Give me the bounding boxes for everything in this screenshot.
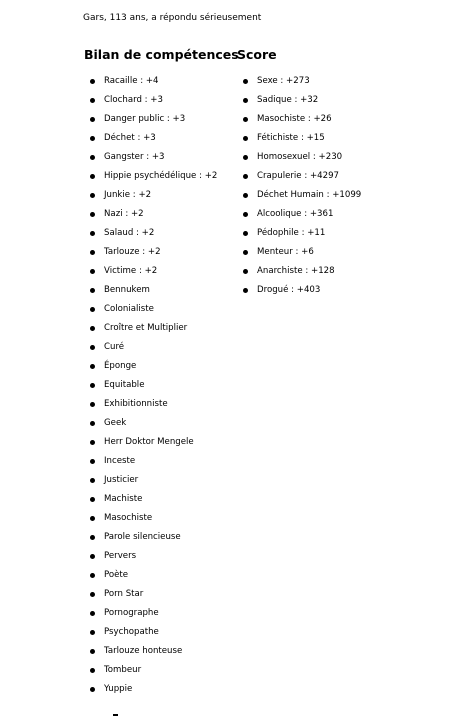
bullet-icon: [90, 573, 95, 578]
bullet-icon: [90, 174, 95, 179]
bullet-icon: [90, 535, 95, 540]
list-item: [84, 585, 234, 604]
list-item-label: Equitable: [104, 380, 145, 390]
list-item: [84, 490, 234, 509]
bullet-icon: [90, 383, 95, 388]
bullet-icon: [90, 231, 95, 236]
list-item: [84, 414, 234, 433]
list-item-label: Yuppie: [104, 684, 133, 694]
bullet-icon: [243, 79, 248, 84]
bullet-icon: [90, 98, 95, 103]
list-item-label: Tarlouze honteuse: [104, 646, 183, 656]
list-item-label: Sadique : +32: [257, 95, 319, 105]
skills-title: Bilan de compétences: [84, 47, 239, 62]
list-item-label: Alcoolique : +361: [257, 209, 334, 219]
list-item-label: Salaud : +2: [104, 228, 155, 238]
bullet-icon: [90, 155, 95, 160]
list-item: [84, 395, 234, 414]
list-item-label: Tombeur: [104, 665, 142, 675]
bullet-icon: [243, 155, 248, 160]
list-item-label: Sexe : +273: [257, 76, 310, 86]
bullet-icon: [90, 250, 95, 255]
list-item-label: Masochiste : +26: [257, 114, 332, 124]
list-item: [84, 319, 234, 338]
list-item-label: Parole silencieuse: [104, 532, 181, 542]
list-item-label: Drogué : +403: [257, 285, 321, 295]
list-item-label: Poète: [104, 570, 129, 580]
bullet-icon: [243, 231, 248, 236]
list-item-label: Déchet Humain : +1099: [257, 190, 362, 200]
list-item-label: Geek: [104, 418, 127, 428]
bullet-icon: [243, 212, 248, 217]
bullet-icon: [243, 193, 248, 198]
list-item: [84, 471, 234, 490]
list-item: [84, 129, 234, 148]
bullet-icon: [243, 288, 248, 293]
list-item: [84, 452, 234, 471]
list-item: [237, 281, 417, 300]
list-item: [84, 566, 234, 585]
list-item-label: Éponge: [104, 361, 137, 371]
list-item: [237, 186, 417, 205]
bullet-icon: [90, 649, 95, 654]
list-item-label: Victime : +2: [104, 266, 158, 276]
list-item-label: Masochiste: [104, 513, 153, 523]
bullet-icon: [90, 592, 95, 597]
score-title: Score: [237, 47, 277, 62]
list-item-label: Hippie psychédélique : +2: [104, 171, 218, 181]
list-item: [84, 224, 234, 243]
list-item: [84, 91, 234, 110]
bullet-icon: [90, 611, 95, 616]
bullet-icon: [90, 440, 95, 445]
bullet-icon: [243, 136, 248, 141]
bullet-icon: [90, 269, 95, 274]
bullet-icon: [90, 687, 95, 692]
list-item-label: Crapulerie : +4297: [257, 171, 340, 181]
list-item-label: Déchet : +3: [104, 133, 156, 143]
list-item: [84, 148, 234, 167]
list-item: [237, 129, 417, 148]
bullet-icon: [90, 364, 95, 369]
list-item: [84, 243, 234, 262]
list-item: [237, 91, 417, 110]
list-item-label: Inceste: [104, 456, 136, 466]
bullet-icon: [90, 402, 95, 407]
score-column: [237, 46, 417, 300]
list-item: [84, 338, 234, 357]
list-item: [84, 72, 234, 91]
bullet-icon: [90, 497, 95, 502]
page-header-text: Gars, 113 ans, a répondu sérieusement: [83, 13, 262, 23]
list-item-label: Junkie : +2: [104, 190, 152, 200]
list-item: [84, 661, 234, 680]
list-item: [84, 357, 234, 376]
list-item-label: Justicier: [104, 475, 139, 485]
list-item: [84, 281, 234, 300]
list-item: [237, 148, 417, 167]
list-item: [84, 604, 234, 623]
list-item-label: Homosexuel : +230: [257, 152, 343, 162]
list-item-label: Colonialiste: [104, 304, 154, 314]
list-item-label: Croître et Multiplier: [104, 323, 188, 333]
list-item: [84, 547, 234, 566]
list-item: [84, 205, 234, 224]
bullet-icon: [90, 478, 95, 483]
list-item: [84, 186, 234, 205]
list-item-label: Tarlouze : +2: [104, 247, 161, 257]
bullet-icon: [243, 269, 248, 274]
bullet-icon: [243, 250, 248, 255]
bullet-icon: [90, 79, 95, 84]
bullet-icon: [90, 668, 95, 673]
list-item: [84, 680, 234, 699]
footer-mark: [113, 714, 118, 716]
bullet-icon: [90, 326, 95, 331]
bullet-icon: [90, 516, 95, 521]
bullet-icon: [243, 117, 248, 122]
list-item-label: Pornographe: [104, 608, 159, 618]
bullet-icon: [90, 117, 95, 122]
list-item-label: Exhibitionniste: [104, 399, 168, 409]
bullet-icon: [243, 174, 248, 179]
list-item-label: Curé: [104, 342, 125, 352]
bullet-icon: [90, 307, 95, 312]
list-item-label: Porn Star: [104, 589, 144, 599]
list-item-label: Bennukem: [104, 285, 150, 295]
bullet-icon: [90, 421, 95, 426]
bullet-icon: [90, 288, 95, 293]
list-item-label: Nazi : +2: [104, 209, 144, 219]
bullet-icon: [90, 345, 95, 350]
skills-column: [84, 46, 239, 699]
list-item-label: Psychopathe: [104, 627, 159, 637]
score-list: [237, 72, 417, 300]
bullet-icon: [90, 459, 95, 464]
list-item: [237, 262, 417, 281]
list-item-label: Herr Doktor Mengele: [104, 437, 194, 447]
list-item-label: Clochard : +3: [104, 95, 163, 105]
list-item-label: Gangster : +3: [104, 152, 165, 162]
list-item-label: Pédophile : +11: [257, 228, 326, 238]
skills-list: [84, 72, 234, 699]
list-item: [237, 243, 417, 262]
list-item: [237, 224, 417, 243]
list-item: [237, 72, 417, 91]
list-item: [84, 433, 234, 452]
list-item-label: Racaille : +4: [104, 76, 159, 86]
list-item-label: Danger public : +3: [104, 114, 186, 124]
list-item: [84, 110, 234, 129]
list-item: [237, 110, 417, 129]
list-item-label: Menteur : +6: [257, 247, 314, 257]
bullet-icon: [243, 98, 248, 103]
bullet-icon: [90, 630, 95, 635]
list-item-label: Fétichiste : +15: [257, 133, 325, 143]
list-item: [237, 167, 417, 186]
list-item: [84, 528, 234, 547]
list-item-label: Anarchiste : +128: [257, 266, 335, 276]
list-item: [84, 167, 234, 186]
bullet-icon: [90, 136, 95, 141]
list-item: [84, 509, 234, 528]
bullet-icon: [90, 554, 95, 559]
list-item: [84, 623, 234, 642]
bullet-icon: [90, 212, 95, 217]
bullet-icon: [90, 193, 95, 198]
list-item: [237, 205, 417, 224]
list-item: [84, 262, 234, 281]
list-item: [84, 642, 234, 661]
list-item-label: Machiste: [104, 494, 143, 504]
list-item: [84, 376, 234, 395]
list-item: [84, 300, 234, 319]
list-item-label: Pervers: [104, 551, 137, 561]
